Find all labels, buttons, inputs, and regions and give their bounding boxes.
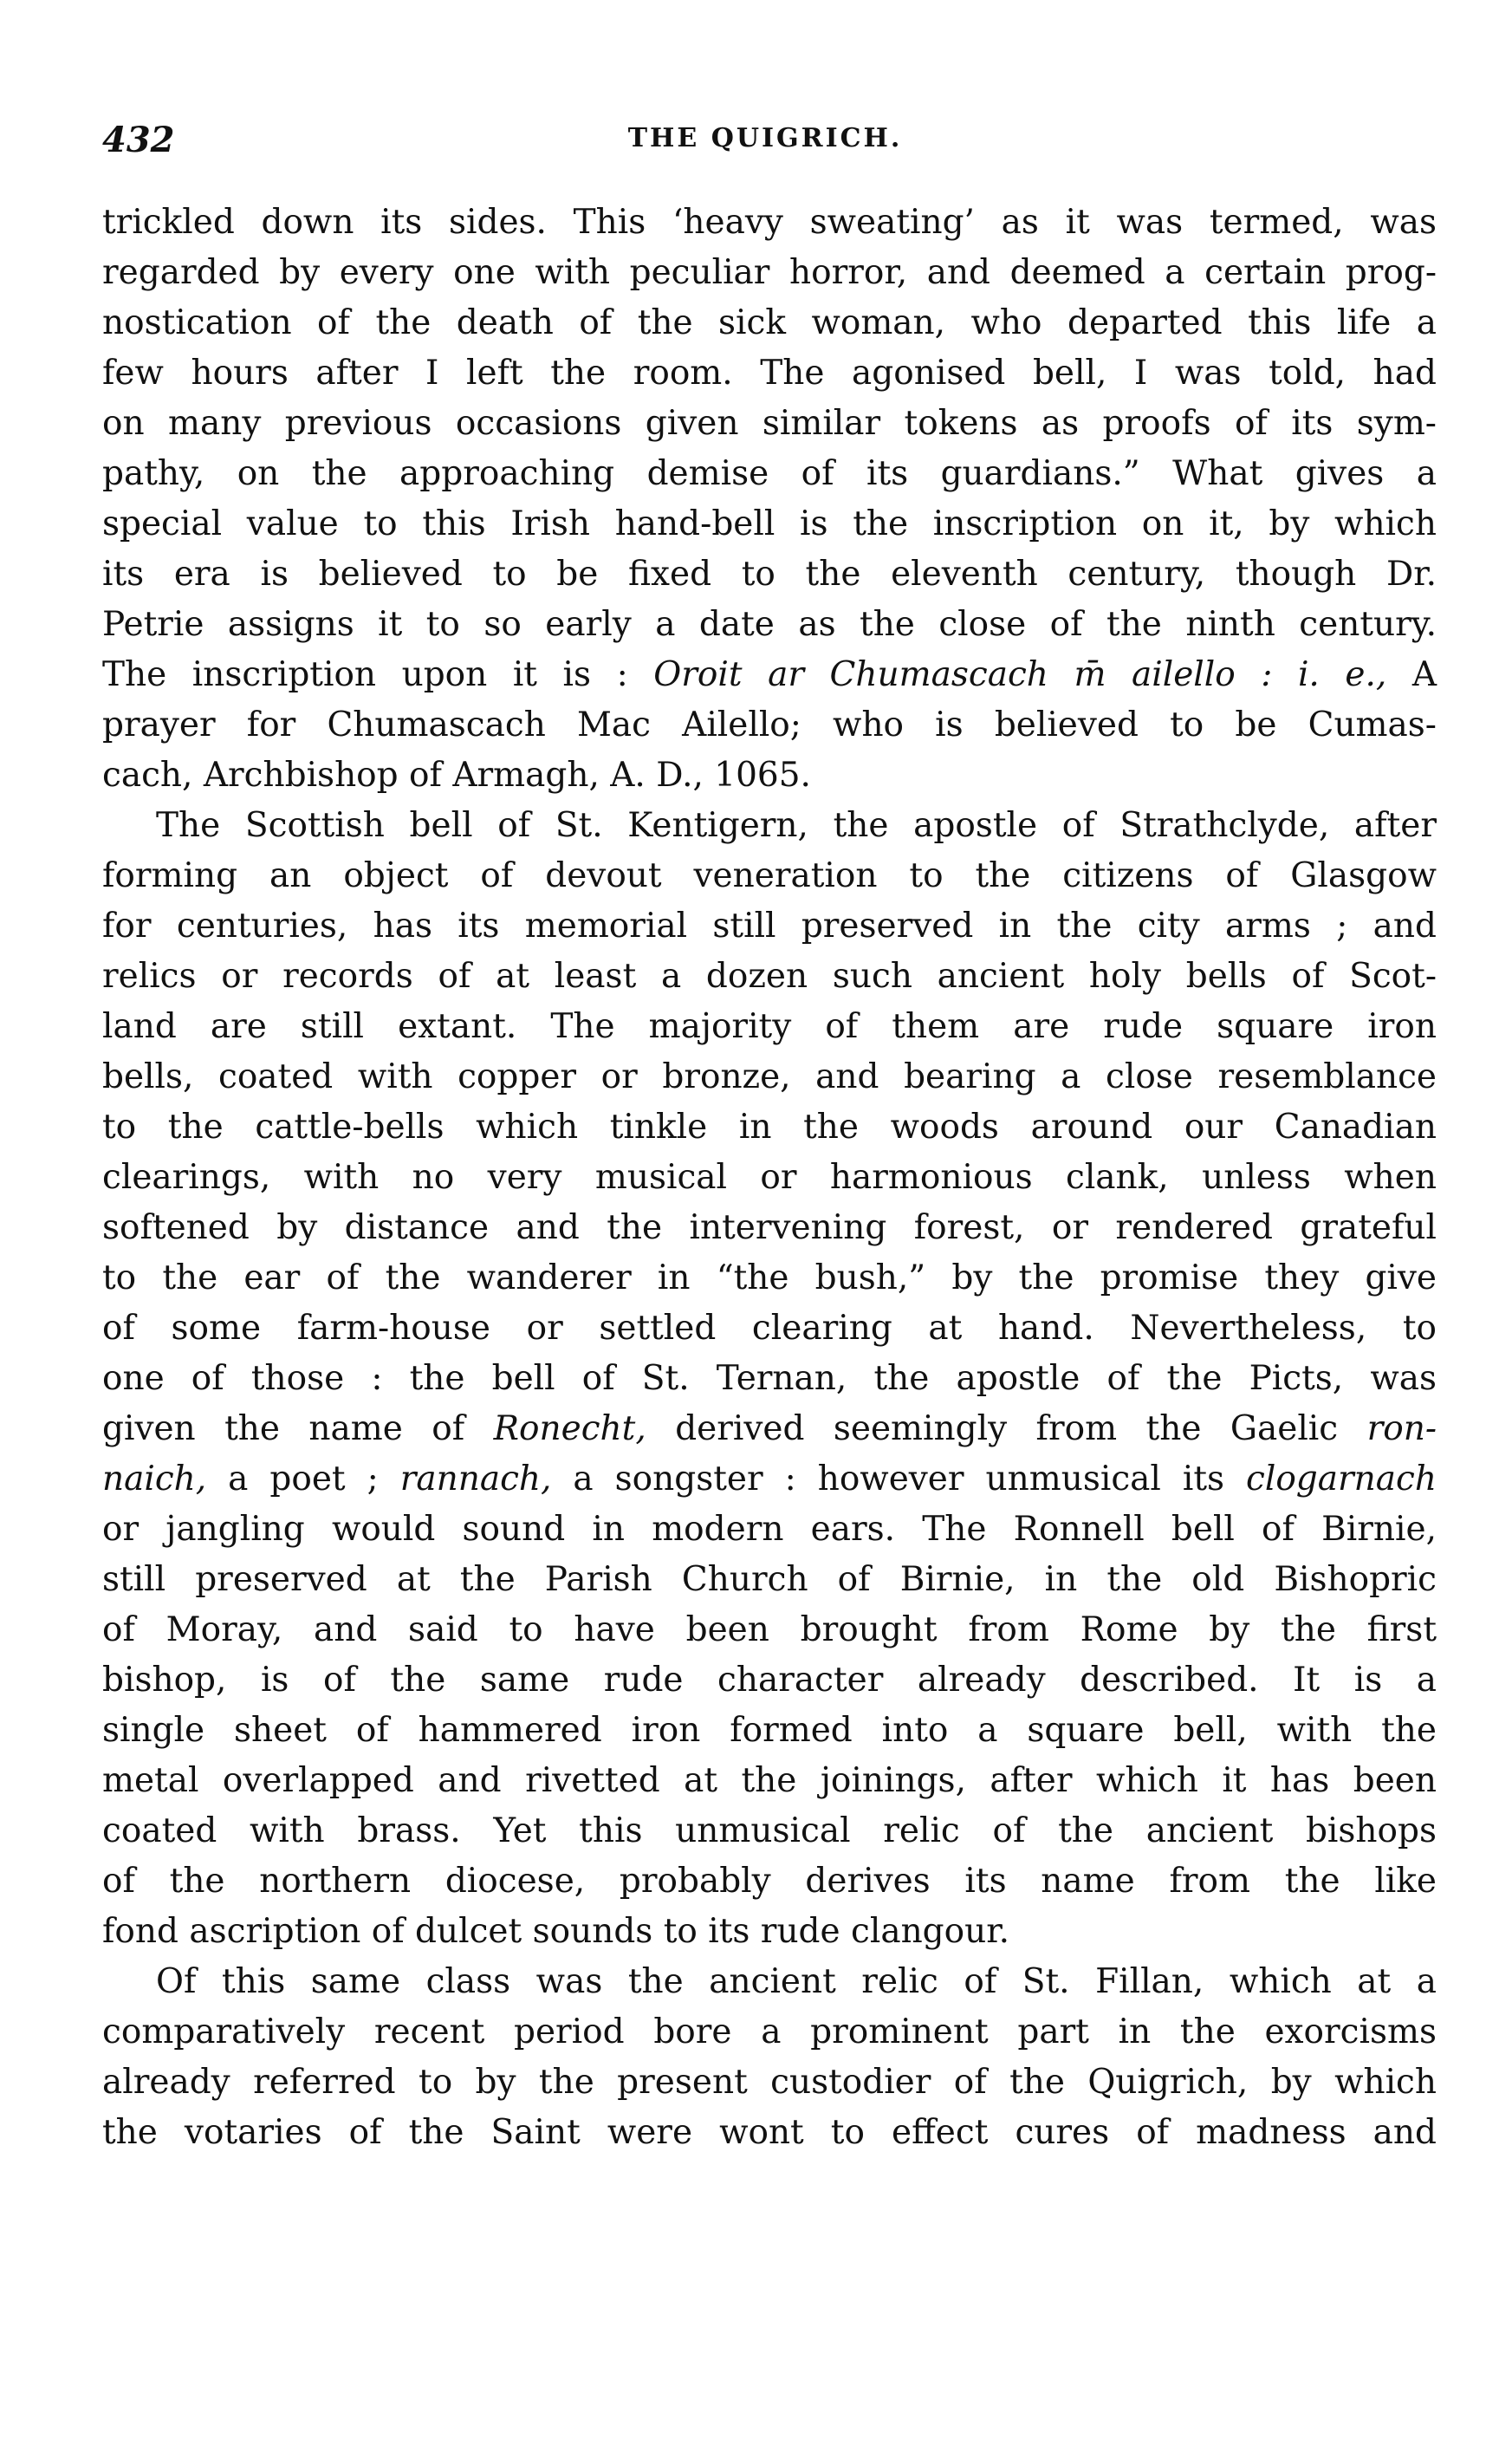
text-segment: Of this same class was the ancient relic of St. Fillan, which at a <box>156 1962 1437 2001</box>
italic-text: Oroit ar Chumascach m̄ ailello : i. e., <box>653 655 1387 694</box>
text-segment: comparatively recent period bore a prominent part in the exorcisms <box>102 2012 1437 2051</box>
text-line <box>102 851 1437 901</box>
text-line <box>102 650 1437 700</box>
text-segment: land are still extant. The majority of them are rude square iron <box>102 1007 1437 1046</box>
text-line <box>102 2058 1437 2108</box>
text-segment: Petrie assigns it to so early a date as the close of the ninth century. <box>102 605 1437 644</box>
text-segment: the votaries of the Saint were wont to effect cures of madness and <box>102 2113 1437 2152</box>
text-line <box>102 449 1437 499</box>
text-segment: one of those : the bell of St. Ternan, the apostle of the Picts, was <box>102 1359 1437 1398</box>
text-line <box>102 1203 1437 1253</box>
text-line <box>102 1605 1437 1655</box>
running-title: THE QUIGRICH. <box>627 123 903 153</box>
text-line <box>102 801 1437 851</box>
text-line <box>102 399 1437 449</box>
italic-text: rannach, <box>399 1460 552 1499</box>
text-line <box>102 499 1437 549</box>
text-line <box>102 901 1437 952</box>
text-segment: bells, coated with copper or bronze, and bearing a close resemblance <box>102 1057 1437 1096</box>
text-line <box>102 700 1437 751</box>
text-segment: clearings, with no very musical or harmonious clank, unless when <box>102 1158 1437 1197</box>
text-segment: to the cattle-bells which tinkle in the woods around our Canadian <box>102 1108 1437 1147</box>
text-segment: coated with brass. Yet this unmusical relic of the ancient bishops <box>102 1811 1437 1850</box>
text-segment: to the ear of the wanderer in “the bush,” by the promise they give <box>102 1258 1437 1297</box>
page-header <box>102 120 1428 172</box>
text-line <box>102 198 1437 248</box>
text-segment: on many previous occasions given similar tokens as proofs of its sym- <box>102 404 1437 443</box>
text-segment: given the name of <box>102 1409 494 1448</box>
italic-text: naich, <box>102 1460 207 1499</box>
text-segment: a songster : however unmusical its <box>551 1460 1246 1499</box>
italic-text: Ronecht, <box>493 1409 646 1448</box>
text-segment: The Scottish bell of St. Kentigern, the apostle of Strathclyde, after <box>156 806 1437 845</box>
text-line <box>102 1706 1437 1756</box>
text-line <box>102 1957 1437 2007</box>
text-segment: single sheet of hammered iron formed into a square bell, with the <box>102 1711 1437 1750</box>
text-segment: bishop, is of the same rude character already described. It is a <box>102 1661 1437 1700</box>
body-text <box>102 198 1437 2158</box>
text-segment: prayer for Chumascach Mac Ailello; who is believed to be Cumas- <box>102 705 1437 744</box>
page-number: 432 <box>102 120 175 160</box>
text-segment: of Moray, and said to have been brought from Rome by the first <box>102 1610 1437 1649</box>
text-line <box>102 751 1437 801</box>
text-line <box>102 1153 1437 1203</box>
text-line <box>102 1354 1437 1404</box>
text-line <box>102 1404 1437 1454</box>
text-segment: few hours after I left the room. The agonised bell, I was told, had <box>102 354 1437 393</box>
text-line <box>102 1505 1437 1555</box>
text-line <box>102 1555 1437 1605</box>
text-line <box>102 1454 1437 1505</box>
text-line <box>102 2108 1437 2158</box>
text-segment: cach, Archbishop of Armagh, A. D., 1065. <box>102 756 811 795</box>
text-segment: regarded by every one with peculiar horror, and deemed a certain prog- <box>102 253 1437 292</box>
text-segment: of some farm-house or settled clearing at hand. Nevertheless, to <box>102 1309 1437 1348</box>
text-line <box>102 1756 1437 1806</box>
text-line <box>102 1806 1437 1856</box>
text-segment: for centuries, has its memorial still preserved in the city arms ; and <box>102 907 1437 946</box>
text-segment: of the northern diocese, probably derives its name from the like <box>102 1862 1437 1901</box>
italic-text: clogarnach <box>1246 1460 1437 1499</box>
text-segment: a poet ; <box>206 1460 400 1499</box>
text-segment: still preserved at the Parish Church of Birnie, in the old Bishopric <box>102 1560 1437 1599</box>
text-segment: trickled down its sides. This ‘heavy sweating’ as it was termed, was <box>102 203 1437 242</box>
text-segment: pathy, on the approaching demise of its guardians.” What gives a <box>102 454 1437 493</box>
text-line <box>102 1102 1437 1153</box>
text-line <box>102 952 1437 1002</box>
text-line <box>102 1856 1437 1907</box>
text-segment: special value to this Irish hand-bell is the inscription on it, by which <box>102 504 1437 543</box>
text-segment: The inscription upon it is : <box>102 655 654 694</box>
text-segment: metal overlapped and rivetted at the joinings, after which it has been <box>102 1761 1437 1800</box>
text-segment: or jangling would sound in modern ears. The Ronnell bell of Birnie, <box>102 1510 1437 1549</box>
text-segment: softened by distance and the intervening forest, or rendered grateful <box>102 1208 1437 1247</box>
text-segment: A <box>1386 655 1437 694</box>
text-segment: fond ascription of dulcet sounds to its rude clangour. <box>102 1912 1010 1951</box>
text-segment: relics or records of at least a dozen such ancient holy bells of Scot- <box>102 957 1437 996</box>
text-line <box>102 1907 1437 1957</box>
text-line <box>102 2007 1437 2058</box>
text-line <box>102 1304 1437 1354</box>
text-line <box>102 348 1437 399</box>
italic-text: ron- <box>1366 1409 1437 1448</box>
text-line <box>102 1002 1437 1052</box>
text-line <box>102 1052 1437 1102</box>
text-line <box>102 600 1437 650</box>
text-line <box>102 549 1437 600</box>
text-segment: nostication of the death of the sick woman, who departed this life a <box>102 303 1437 342</box>
text-line <box>102 248 1437 298</box>
text-line <box>102 1655 1437 1706</box>
text-line <box>102 298 1437 348</box>
text-segment: forming an object of devout veneration to the citizens of Glasgow <box>102 856 1437 895</box>
text-segment: already referred to by the present custodier of the Quigrich, by which <box>102 2063 1437 2102</box>
text-line <box>102 1253 1437 1304</box>
text-segment: derived seemingly from the Gaelic <box>646 1409 1367 1448</box>
text-segment: its era is believed to be fixed to the eleventh century, though Dr. <box>102 555 1437 594</box>
